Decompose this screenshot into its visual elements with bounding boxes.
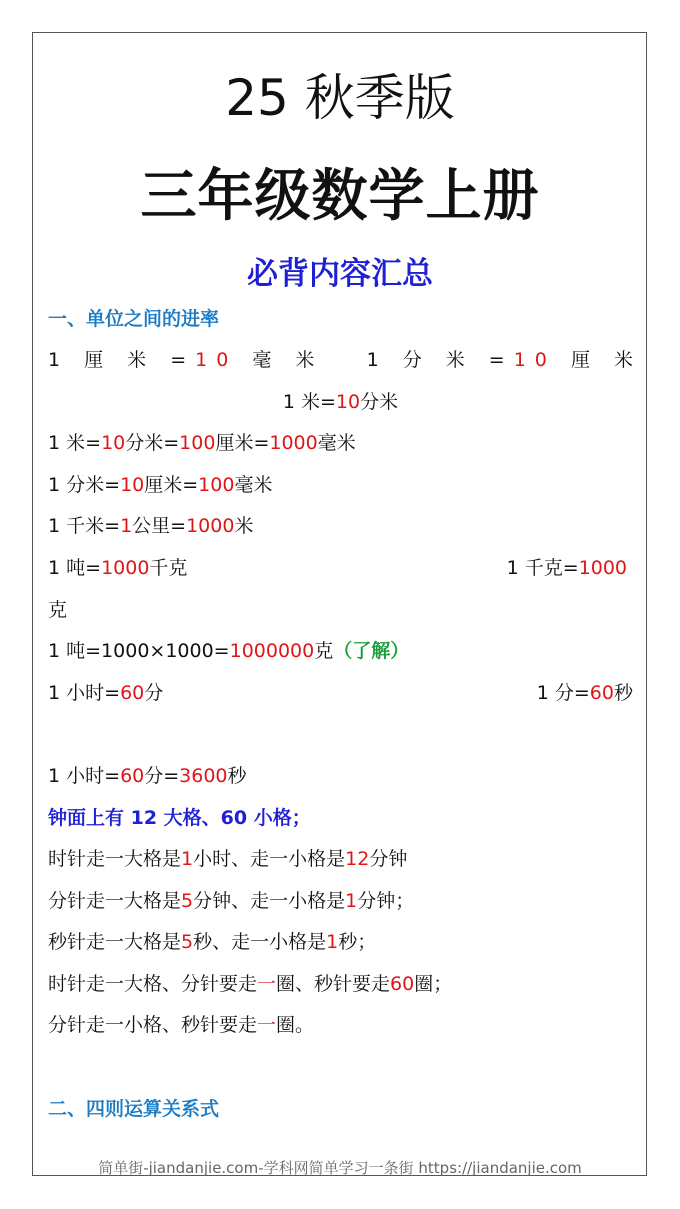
rate-hour-min: 1 小时=60分 [48, 682, 164, 704]
rate-line-km: 1 千米=1公里=1000米 [48, 515, 254, 537]
rate-cm-mm: 1 厘 米 =10 毫 米 [48, 349, 324, 371]
minute-hand-line: 分针走一大格是5分钟、走一小格是1分钟； [48, 890, 415, 912]
rate-dm-cm: 1 分 米 =10 厘 米 [366, 349, 642, 371]
rate-kg-g: 1 千克=1000 [506, 557, 627, 579]
second-hand-line: 秒针走一大格是5秒、走一小格是1秒； [48, 931, 377, 953]
rate-line-ton-g: 1 吨=1000×1000=1000000克（了解） [48, 640, 410, 662]
rate-line-hour-sec: 1 小时=60分=3600秒 [48, 765, 247, 787]
rate-min-sec: 1 分=60秒 [536, 682, 633, 704]
section-heading-arithmetic: 二、四则运算关系式 [48, 1098, 220, 1120]
rate-line-gram: 克 [48, 599, 68, 621]
clock-face-note: 钟面上有 12 大格、60 小格； [48, 807, 311, 829]
rate-line-hour-min [48, 679, 633, 707]
rate-line-m-dm: 1 米=10分米 [282, 391, 399, 413]
minute-hand-small-step-line: 分针走一小格、秒针要走一圈。 [48, 1014, 315, 1036]
rate-line-m-dm-cm-mm: 1 米=10分米=100厘米=1000毫米 [48, 432, 356, 454]
rate-line-dm-cm-mm: 1 分米=10厘米=100毫米 [48, 474, 273, 496]
hour-hand-big-step-line: 时针走一大格、分针要走一圈、秒针要走60圈； [48, 973, 453, 995]
season-label: 25 秋季版 [225, 69, 455, 127]
page-title: 三年级数学上册 [140, 164, 540, 229]
rate-line-ton-kg [48, 554, 633, 582]
rate-line-cm-mm-dm-cm [48, 346, 642, 374]
hour-hand-line: 时针走一大格是1小时、走一小格是12分钟 [48, 848, 408, 870]
footer-watermark: 简单街-jiandanjie.com-学科网简单学习一条街 https://jiandanjie.com [98, 1159, 582, 1177]
rate-ton-kg: 1 吨=1000千克 [48, 557, 188, 579]
page-subtitle: 必背内容汇总 [247, 256, 433, 292]
section-heading-unit-rates: 一、单位之间的进率 [48, 308, 220, 330]
